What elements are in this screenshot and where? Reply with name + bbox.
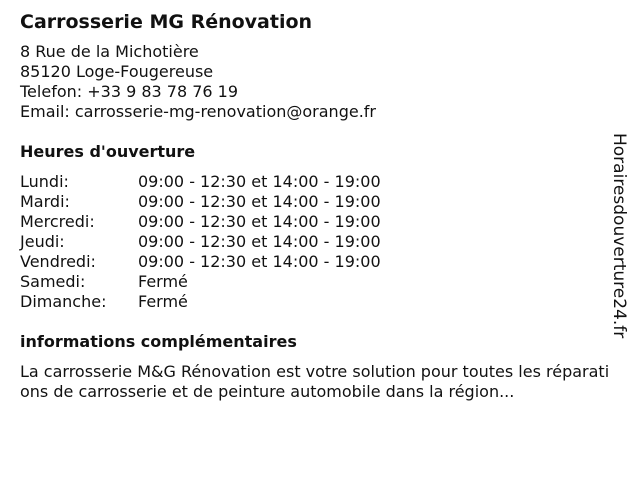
hours-row-wednesday [20,212,610,232]
hours-row-friday [20,252,610,272]
hours-day: Jeudi: [20,232,65,251]
hours-time: 09:00 - 12:30 et 14:00 - 19:00 [138,192,381,211]
email-address: Email: carrosserie-mg-renovation@orange.fr [20,102,376,121]
phone-number: Telefon: +33 9 83 78 76 19 [20,82,239,101]
hours-day: Lundi: [20,172,69,191]
hours-day: Vendredi: [20,252,96,271]
business-info [20,10,610,402]
hours-time: 09:00 - 12:30 et 14:00 - 19:00 [138,252,381,271]
hours-day: Mercredi: [20,212,95,231]
hours-row-tuesday [20,192,610,212]
additional-info-text: La carrosserie M&G Rénovation est votre solution pour toutes les réparations de carrosserie et de peinture automobile dans la région... [20,362,610,401]
additional-info-heading: informations complémentaires [20,332,297,351]
hours-day: Dimanche: [20,292,107,311]
business-name: Carrosserie MG Rénovation [20,11,313,33]
hours-row-sunday [20,292,610,312]
hours-row-saturday [20,272,610,292]
hours-row-thursday [20,232,610,252]
address-block [20,42,610,122]
site-watermark: Horairesdouverture24.fr [609,133,629,339]
hours-day: Mardi: [20,192,70,211]
hours-day: Samedi: [20,272,86,291]
opening-hours-heading: Heures d'ouverture [20,142,196,161]
opening-hours-table [20,172,610,312]
hours-time: Fermé [138,292,188,311]
hours-time: 09:00 - 12:30 et 14:00 - 19:00 [138,212,381,231]
hours-time: 09:00 - 12:30 et 14:00 - 19:00 [138,172,381,191]
hours-time: 09:00 - 12:30 et 14:00 - 19:00 [138,232,381,251]
address-street: 8 Rue de la Michotière [20,42,199,61]
hours-time: Fermé [138,272,188,291]
hours-row-monday [20,172,610,192]
address-city: 85120 Loge-Fougereuse [20,62,214,81]
